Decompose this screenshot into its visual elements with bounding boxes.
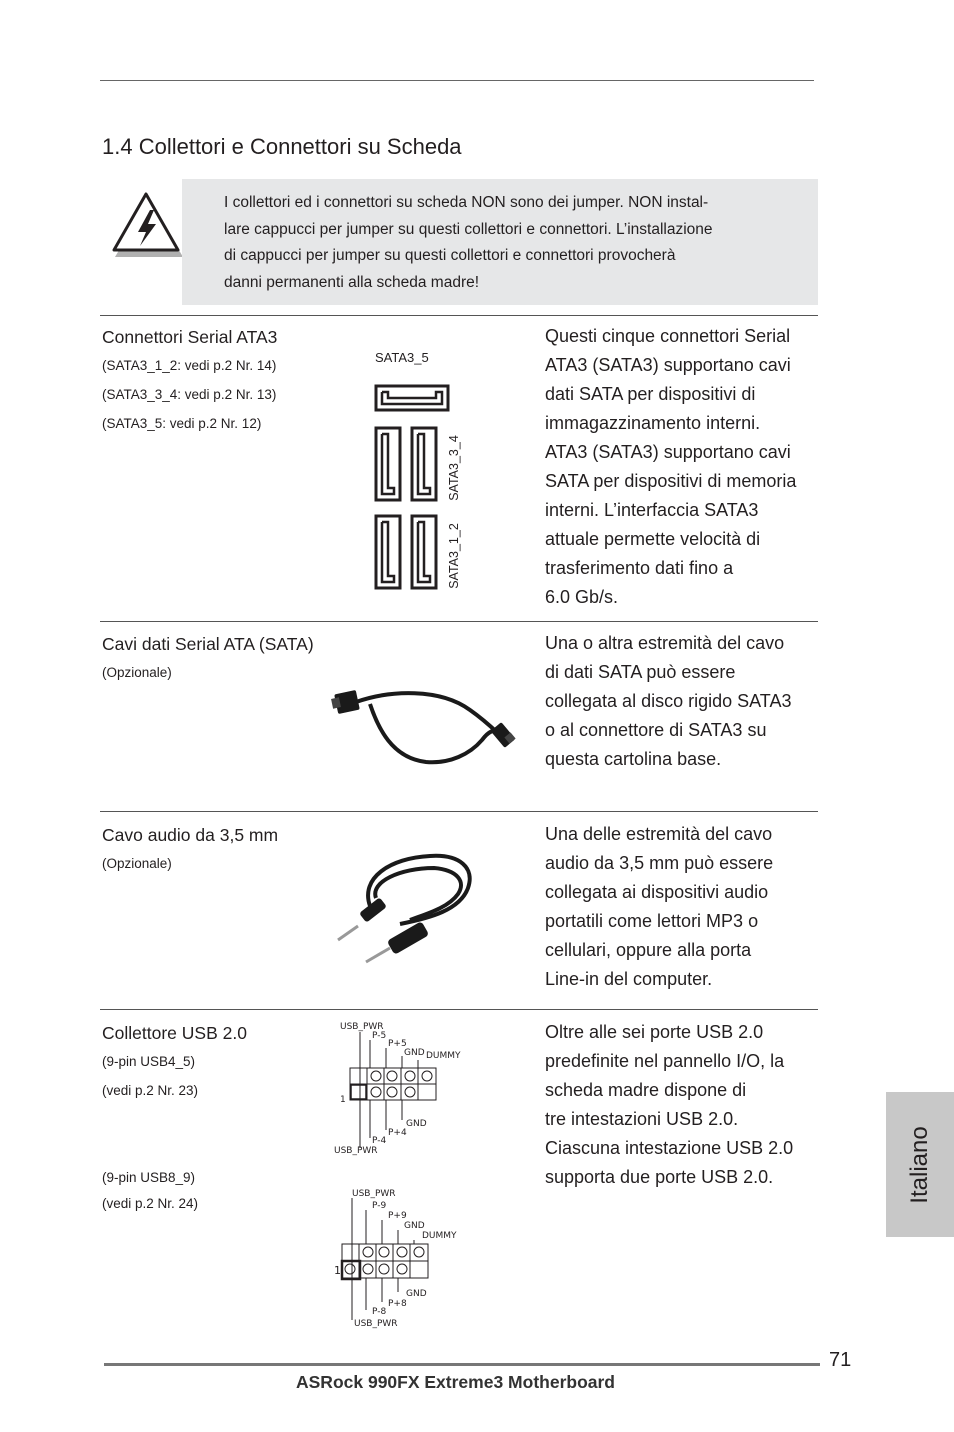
usb-pwr-label: USB_PWR bbox=[340, 1022, 384, 1032]
usb-description bbox=[545, 1018, 820, 1192]
usb-pwr-label: USB_PWR bbox=[334, 1146, 378, 1156]
sata3-ref: (SATA3_1_2: vedi p.2 Nr. 14) bbox=[102, 358, 277, 373]
caution-line: di cappucci per jumper su questi collettori e connettori provocherà bbox=[224, 247, 676, 264]
sata3-1-2-connector-diagram bbox=[374, 514, 440, 597]
usb4-5-pin: (9-pin USB4_5) bbox=[102, 1054, 196, 1069]
desc-line: tre intestazioni USB 2.0. bbox=[545, 1109, 739, 1129]
desc-line: scheda madre dispone di bbox=[545, 1080, 747, 1100]
sata3-ref: (SATA3_5: vedi p.2 Nr. 12) bbox=[102, 416, 262, 431]
caution-text bbox=[224, 190, 750, 296]
sata-cable-title: Cavi dati Serial ATA (SATA) bbox=[102, 634, 314, 654]
desc-line: Questi cinque connettori Serial bbox=[545, 326, 791, 346]
sata3-1-2-label bbox=[446, 516, 462, 596]
desc-line: cellulari, oppure alla porta bbox=[545, 940, 752, 960]
desc-line: audio da 3,5 mm può essere bbox=[545, 853, 774, 873]
footer-product-name: ASRock 990FX Extreme3 Motherboard bbox=[296, 1372, 615, 1392]
warning-triangle-icon bbox=[108, 188, 184, 260]
gnd-label: GND bbox=[406, 1289, 427, 1299]
top-rule bbox=[100, 80, 814, 81]
sata3-description bbox=[545, 322, 820, 612]
audio-cable-image bbox=[330, 848, 480, 977]
p-minus-label: P-5 bbox=[372, 1031, 387, 1041]
page-number: 71 bbox=[829, 1349, 852, 1371]
desc-line: 6.0 Gb/s. bbox=[545, 587, 619, 607]
desc-line: ATA3 (SATA3) supportano cavi bbox=[545, 442, 791, 462]
sata-cable-optional: (Opzionale) bbox=[102, 665, 172, 680]
desc-line: collegata ai dispositivi audio bbox=[545, 882, 769, 902]
desc-line: dati SATA per dispositivi di bbox=[545, 384, 756, 404]
p-plus-label: P+8 bbox=[388, 1299, 407, 1309]
footer-rule bbox=[104, 1363, 820, 1366]
gnd-label: GND bbox=[404, 1048, 425, 1058]
desc-line: SATA per dispositivi di memoria bbox=[545, 471, 797, 491]
desc-line: attuale permette velocità di bbox=[545, 529, 761, 549]
sata-cable-description bbox=[545, 629, 820, 774]
usb4-5-ref: (vedi p.2 Nr. 23) bbox=[102, 1083, 199, 1098]
desc-line: Line-in del computer. bbox=[545, 969, 713, 989]
audio-cable-optional: (Opzionale) bbox=[102, 856, 172, 871]
desc-line: Oltre alle sei porte USB 2.0 bbox=[545, 1022, 764, 1042]
usb8-9-ref: (vedi p.2 Nr. 24) bbox=[102, 1196, 199, 1211]
desc-line: o al connettore di SATA3 su bbox=[545, 720, 767, 740]
pin-one-label: 1 bbox=[340, 1095, 346, 1105]
gnd-label: GND bbox=[406, 1119, 427, 1129]
caution-line: lare cappucci per jumper su questi collettori e connettori. L’installazione bbox=[224, 220, 713, 238]
section-title: 1.4 Collettori e Connettori su Scheda bbox=[102, 134, 462, 159]
p-plus-label: P+5 bbox=[388, 1039, 407, 1049]
dummy-label: DUMMY bbox=[422, 1231, 457, 1241]
usb4-5-header-diagram bbox=[330, 1018, 470, 1163]
section-divider bbox=[100, 315, 818, 316]
dummy-label: DUMMY bbox=[426, 1051, 461, 1061]
sata3-3-4-label bbox=[446, 430, 462, 506]
sata3-1-2-label-text: SATA3_1_2 bbox=[447, 523, 461, 589]
desc-line: interni. L’interfaccia SATA3 bbox=[545, 500, 759, 520]
desc-line: Una o altra estremità del cavo bbox=[545, 633, 785, 653]
section-divider bbox=[100, 1009, 818, 1010]
sata-cable-image bbox=[330, 680, 520, 785]
sata3-ref: (SATA3_3_4: vedi p.2 Nr. 13) bbox=[102, 387, 277, 402]
desc-line: predefinite nel pannello I/O, la bbox=[545, 1051, 785, 1071]
p-plus-label: P+4 bbox=[388, 1128, 407, 1138]
desc-line: collegata al disco rigido SATA3 bbox=[545, 691, 792, 711]
sata3-title: Connettori Serial ATA3 bbox=[102, 327, 278, 347]
usb8-9-header-diagram bbox=[330, 1184, 470, 1335]
sata3-5-label: SATA3_5 bbox=[375, 350, 429, 365]
audio-cable-description bbox=[545, 820, 820, 994]
caution-line: danni permanenti alla scheda madre! bbox=[224, 273, 480, 291]
desc-line: questa cartolina base. bbox=[545, 749, 722, 769]
usb-pwr-label: USB_PWR bbox=[352, 1189, 396, 1199]
p-plus-label: P+9 bbox=[388, 1211, 407, 1221]
desc-line: ATA3 (SATA3) supportano cavi bbox=[545, 355, 791, 375]
gnd-label: GND bbox=[404, 1221, 425, 1231]
caution-line: I collettori ed i connettori su scheda NON sono dei jumper. NON instal- bbox=[224, 194, 709, 211]
language-side-tab bbox=[886, 1092, 954, 1237]
pin-one-label: 1 bbox=[334, 1264, 341, 1277]
sata3-3-4-connector-diagram bbox=[374, 426, 440, 509]
usb-title: Collettore USB 2.0 bbox=[102, 1023, 247, 1043]
section-divider bbox=[100, 621, 818, 622]
audio-cable-title: Cavo audio da 3,5 mm bbox=[102, 825, 279, 845]
sata3-5-connector-diagram bbox=[374, 384, 450, 419]
desc-line: trasferimento dati fino a bbox=[545, 558, 734, 578]
desc-line: di dati SATA può essere bbox=[545, 662, 736, 682]
p-minus-label: P-8 bbox=[372, 1307, 387, 1317]
desc-line: immagazzinamento interni. bbox=[545, 413, 761, 433]
usb8-9-pin: (9-pin USB8_9) bbox=[102, 1170, 196, 1185]
desc-line: Ciascuna intestazione USB 2.0 bbox=[545, 1138, 794, 1158]
desc-line: Una delle estremità del cavo bbox=[545, 824, 773, 844]
desc-line: supporta due porte USB 2.0. bbox=[545, 1167, 774, 1187]
usb-pwr-label: USB_PWR bbox=[354, 1319, 398, 1329]
p-minus-label: P-4 bbox=[372, 1136, 387, 1146]
p-minus-label: P-9 bbox=[372, 1201, 387, 1211]
desc-line: portatili come lettori MP3 o bbox=[545, 911, 759, 931]
language-side-tab-label: Italiano bbox=[906, 1125, 933, 1204]
section-divider bbox=[100, 811, 818, 812]
sata3-3-4-label-text: SATA3_3_4 bbox=[447, 435, 461, 501]
